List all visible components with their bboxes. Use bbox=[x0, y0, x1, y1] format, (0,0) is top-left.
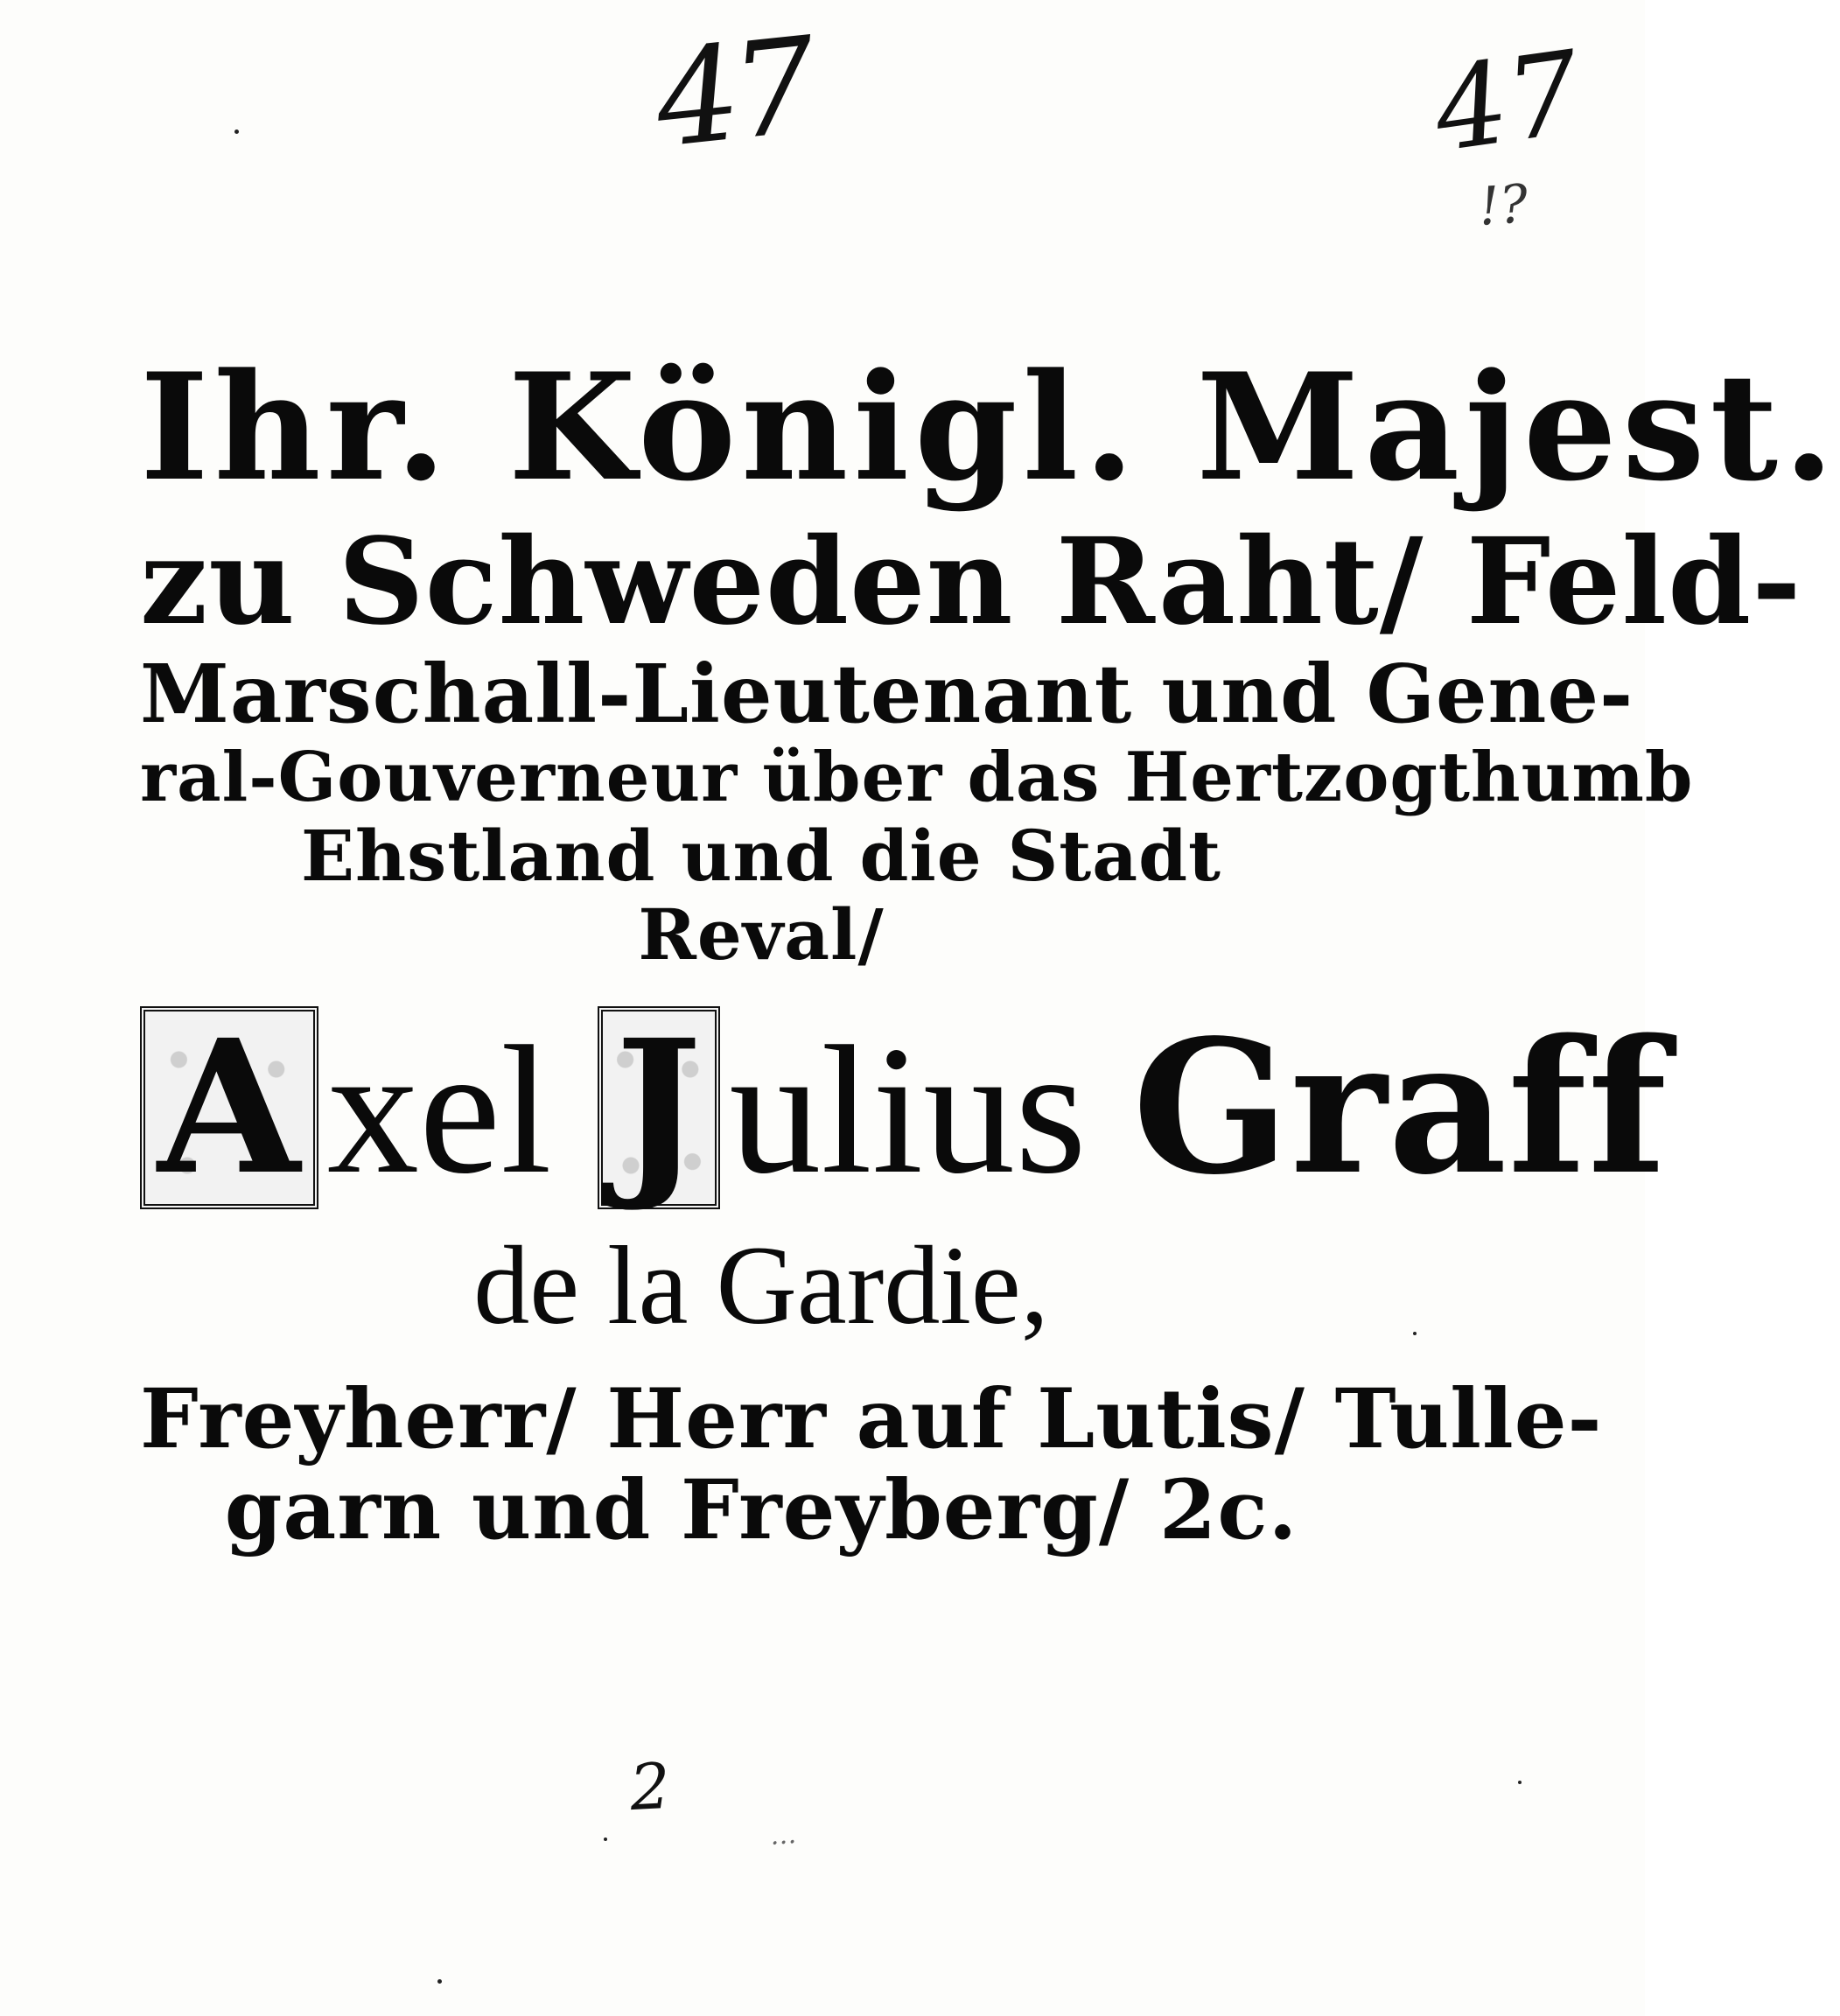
decorated-initial-a: A bbox=[140, 1006, 318, 1210]
title-line-sweden-council: zu Schweden Raht/ Feld- bbox=[140, 512, 1802, 653]
handwritten-folio-number-right: 47 bbox=[1426, 25, 1589, 178]
title-line-royal-majesty: Ihr. Königl. Majest. bbox=[140, 340, 1840, 514]
title-line-de-la-gardie: de la Gardie, bbox=[473, 1223, 1049, 1348]
name-word-axel: xel bbox=[326, 1008, 552, 1212]
scan-speck bbox=[1413, 1332, 1417, 1335]
faint-shelfmark-note: … bbox=[768, 1818, 798, 1852]
title-line-reval: Reval/ bbox=[638, 892, 885, 976]
title-page-text bbox=[140, 340, 1840, 1559]
scan-speck bbox=[437, 1979, 442, 1984]
decorated-initial-j: J bbox=[598, 1006, 720, 1210]
title-line-name bbox=[140, 998, 1669, 1215]
scan-speck bbox=[234, 130, 239, 134]
handwritten-signature-mark: 2 bbox=[627, 1748, 672, 1825]
title-line-governor: ral-Gouverneur über das Hertzogthumb bbox=[140, 737, 1694, 817]
title-line-baron: Freyherr/ Herr auf Lutis/ Tulle- bbox=[140, 1370, 1603, 1467]
scan-speck bbox=[604, 1838, 607, 1841]
title-line-estonia: Ehstland und die Stadt bbox=[301, 814, 1221, 897]
scan-speck bbox=[1518, 1781, 1522, 1784]
name-word-julius: ulius bbox=[729, 1008, 1087, 1212]
name-word-graff: Graff bbox=[1132, 998, 1669, 1215]
handwritten-marginal-note: !? bbox=[1476, 173, 1530, 238]
handwritten-folio-number: 47 bbox=[648, 10, 817, 178]
title-line-field-marshal: Marschall-Lieutenant und Gene- bbox=[140, 647, 1634, 742]
title-line-freyberg: garn und Freyberg/ 2c. bbox=[224, 1462, 1298, 1559]
